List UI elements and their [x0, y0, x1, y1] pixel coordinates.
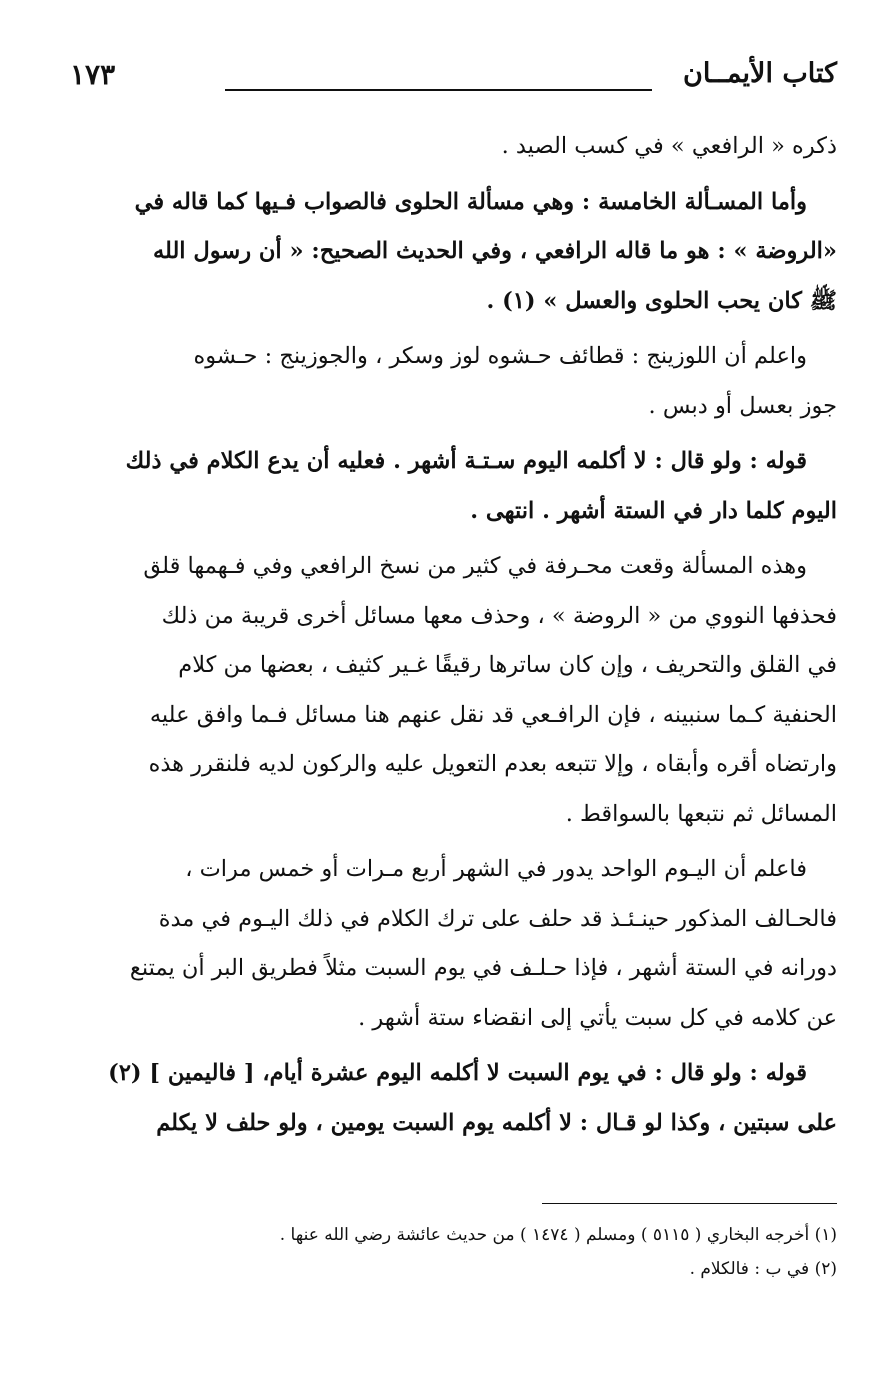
text-line: في القلق والتحريف ، وإن كان ساترها رقيقًا غـير كثيف ، بعضها من كلام: [178, 652, 837, 678]
quote-paragraph: [68, 437, 837, 536]
text-line: اليوم كلما دار في الستة أشهر . انتهى .: [470, 497, 837, 524]
text-line: فاعلم أن اليـوم الواحد يدور في الشهر أربع مـرات أو خمس مرات ،: [185, 856, 807, 882]
text-line: «الروضة » : هو ما قاله الرافعي ، وفي الحديث الصحيح: « أن رسول الله: [152, 238, 837, 264]
paragraph-fifth-issue: [68, 178, 837, 327]
paragraph: [68, 122, 837, 172]
text-line: جوز بعسل أو دبس .: [648, 392, 837, 419]
paragraph: [68, 845, 837, 1043]
text-line: عن كلامه في كل سبت يأتي إلى انقضاء ستة أشهر .: [358, 1004, 837, 1031]
text-line: قوله : ولو قال : لا أكلمه اليوم سـتـة أشهر . فعليه أن يدع الكلام في ذلك: [125, 448, 807, 474]
footnotes: [68, 1218, 837, 1286]
page-number: ١٧٣: [70, 58, 116, 91]
text-line: وهذه المسألة وقعت محـرفة في كثير من نسخ الرافعي وفي فـهمها قلق: [143, 553, 807, 579]
quote-paragraph: [68, 1049, 837, 1148]
text-line: قوله : ولو قال : في يوم السبت لا أكلمه اليوم عشرة أيام، [ فاليمين ] (٢): [108, 1060, 807, 1086]
text-line: وارتضاه أقره وأبقاه ، وإلا تتبعه بعدم التعويل عليه والركون لديه فلنقرر هذه: [148, 751, 837, 777]
text-line: وأما المسـألة الخامسة : وهي مسألة الحلوى فالصواب فـيها كما قاله في: [134, 188, 807, 215]
footnote: (٢) في ب : فالكلام .: [689, 1259, 837, 1279]
header-rule: [225, 89, 652, 91]
chapter-title: كتاب الأيمــان: [683, 58, 837, 89]
paragraph: [68, 332, 837, 431]
text-line: الحنفية كـما سنبينه ، فإن الرافـعي قد نقل عنهم هنا مسائل فـما وافق عليه: [149, 701, 837, 728]
text-line: ﷺ كان يحب الحلوى والعسل » (١) .: [486, 287, 837, 314]
footnote: (١) أخرجه البخاري ( ٥١١٥ ) ومسلم ( ١٤٧٤ ) من حديث عائشة رضي الله عنها .: [279, 1225, 837, 1245]
text-line: فحذفها النووي من « الروضة » ، وحذف معها مسائل أخرى قريبة من ذلك: [161, 602, 837, 629]
paragraph: [68, 542, 837, 839]
text-line: ذكره « الرافعي » في كسب الصيد .: [501, 133, 837, 159]
text-line: دورانه في الستة أشهر ، فإذا حـلـف في يوم السبت مثلاً فطريق البر أن يمتنع: [129, 955, 837, 981]
text-line: فالحـالف المذكور حينـئـذ قد حلف على ترك الكلام في ذلك اليـوم في مدة: [158, 905, 837, 932]
text-line: المسائل ثم نتبعها بالسواقط .: [565, 800, 837, 827]
running-header: [70, 58, 837, 108]
text-line: واعلم أن اللوزينج : قطائف حـشوه لوز وسكر ، والجوزينج : حـشوه: [193, 343, 807, 369]
text-line: على سبتين ، وكذا لو قـال : لا أكلمه يوم السبت يومين ، ولو حلف لا يكلم: [156, 1109, 837, 1136]
main-text: [68, 122, 837, 1154]
footnote-separator: [542, 1203, 837, 1204]
